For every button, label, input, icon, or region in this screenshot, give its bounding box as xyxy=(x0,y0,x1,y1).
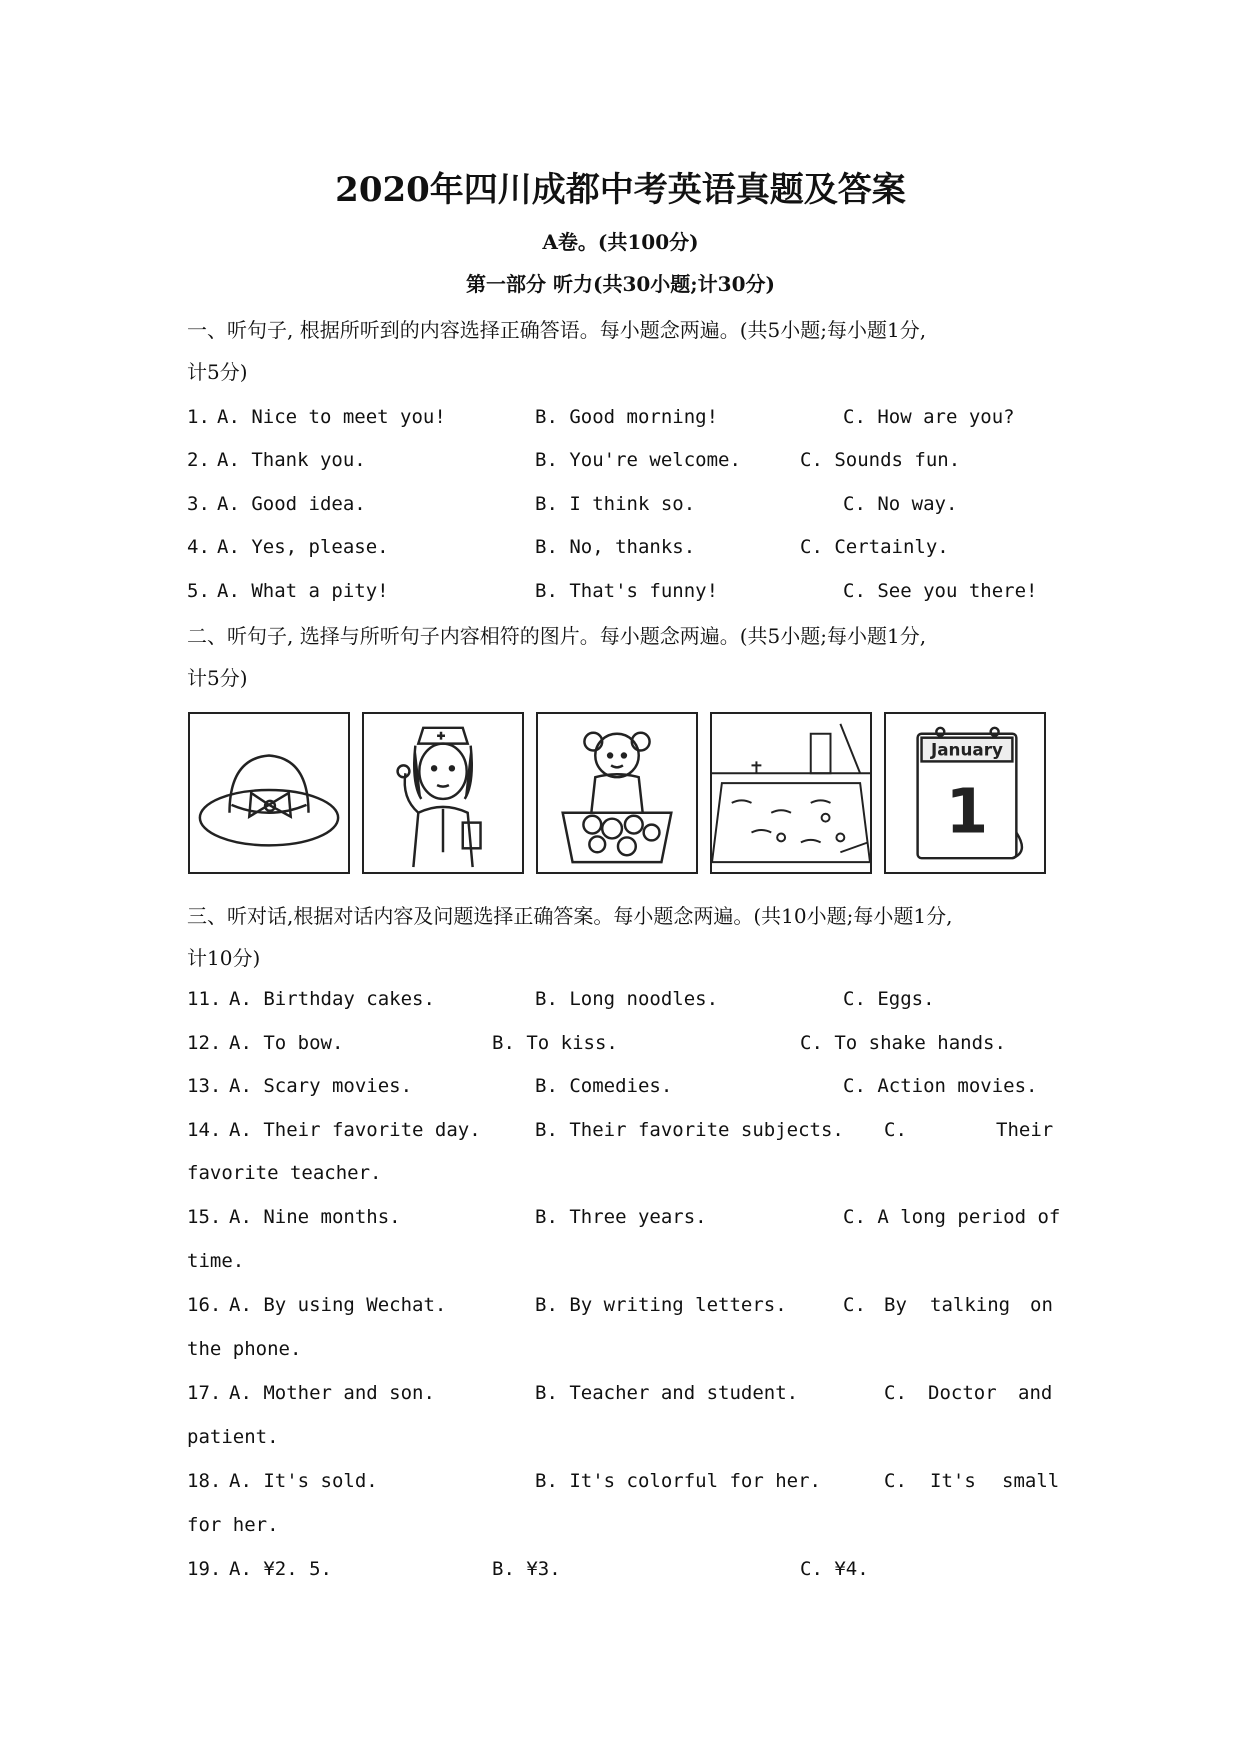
option-a: A. ¥2. 5. xyxy=(229,1558,332,1580)
option-c-word: talking xyxy=(930,1294,1011,1316)
option-c-word: on xyxy=(1030,1294,1053,1316)
option-a: A. Birthday cakes. xyxy=(229,988,435,1010)
option-c: C. xyxy=(843,1294,866,1316)
option-a: A. Nine months. xyxy=(229,1206,401,1228)
option-c: C. Action movies. xyxy=(843,1075,1038,1097)
option-a: A. Good idea. xyxy=(217,493,366,515)
page-title: 2020年四川成都中考英语真题及答案 xyxy=(335,170,906,210)
question-number: 17. xyxy=(187,1382,222,1404)
hat-picture xyxy=(188,712,350,874)
option-c: C. A long period of xyxy=(843,1206,1061,1228)
option-c-word: Their xyxy=(996,1119,1054,1141)
option-a: A. It's sold. xyxy=(229,1470,378,1492)
option-a: A. Mother and son. xyxy=(229,1382,435,1404)
option-b: B. Long noodles. xyxy=(535,988,719,1010)
option-a: A. Thank you. xyxy=(217,449,366,471)
option-c-word: It's xyxy=(930,1470,976,1492)
option-c: C. How are you? xyxy=(843,406,1015,428)
option-b: B. Three years. xyxy=(535,1206,707,1228)
section1-instruction: 一、听句子, 根据所听到的内容选择正确答语。每小题念两遍。(共5小题;每小题1分, xyxy=(187,318,927,342)
swimming-pool-picture xyxy=(710,712,872,874)
option-b: B. I think so. xyxy=(535,493,696,515)
option-b: B. Comedies. xyxy=(535,1075,673,1097)
question-number: 15. xyxy=(187,1206,222,1228)
option-c: C. ¥4. xyxy=(800,1558,869,1580)
option-a: A. Nice to meet you! xyxy=(217,406,446,428)
option-c-continued: patient. xyxy=(187,1426,279,1448)
question-number: 13. xyxy=(187,1075,222,1097)
section1-instruction-cont: 计5分) xyxy=(187,360,248,384)
option-b: B. You're welcome. xyxy=(535,449,741,471)
question-number: 19. xyxy=(187,1558,222,1580)
question-number: 3. xyxy=(187,493,210,515)
option-a: A. By using Wechat. xyxy=(229,1294,447,1316)
option-c-continued: for her. xyxy=(187,1514,279,1536)
question-number: 16. xyxy=(187,1294,222,1316)
nurse-picture xyxy=(362,712,524,874)
option-b: B. Teacher and student. xyxy=(535,1382,799,1404)
question-number: 12. xyxy=(187,1032,222,1054)
section2-instruction-cont: 计5分) xyxy=(187,666,248,690)
option-c-continued: the phone. xyxy=(187,1338,302,1360)
option-b: B. Their favorite subjects. xyxy=(535,1119,844,1141)
option-c: C. xyxy=(884,1119,907,1141)
option-c: C. xyxy=(884,1470,907,1492)
calendar-month: January xyxy=(931,739,1003,760)
section3-instruction: 三、听对话,根据对话内容及问题选择正确答案。每小题念两遍。(共10小题;每小题1分, xyxy=(187,904,953,928)
option-a: A. What a pity! xyxy=(217,580,389,602)
question-number: 1. xyxy=(187,406,210,428)
option-a: A. Their favorite day. xyxy=(229,1119,481,1141)
option-c: C. To shake hands. xyxy=(800,1032,1006,1054)
option-c-word: By xyxy=(884,1294,907,1316)
question-number: 2. xyxy=(187,449,210,471)
option-b: B. Good morning! xyxy=(535,406,719,428)
option-b: B. ¥3. xyxy=(492,1558,561,1580)
option-c-word: and xyxy=(1018,1382,1053,1404)
option-a: A. Yes, please. xyxy=(217,536,389,558)
calendar-day: 1 xyxy=(945,776,989,848)
option-b: B. No, thanks. xyxy=(535,536,696,558)
option-b: B. By writing letters. xyxy=(535,1294,787,1316)
question-number: 18. xyxy=(187,1470,222,1492)
option-c: C. Eggs. xyxy=(843,988,935,1010)
option-a: A. Scary movies. xyxy=(229,1075,413,1097)
option-a: A. To bow. xyxy=(229,1032,344,1054)
option-c: C. xyxy=(884,1382,907,1404)
question-number: 11. xyxy=(187,988,222,1010)
option-c-word: small xyxy=(1002,1470,1060,1492)
section3-instruction-cont: 计10分) xyxy=(187,946,261,970)
option-c: C. Sounds fun. xyxy=(800,449,961,471)
option-c-word: Doctor xyxy=(928,1382,997,1404)
option-b: B. It's colorful for her. xyxy=(535,1470,821,1492)
section2-instruction: 二、听句子, 选择与所听句子内容相符的图片。每小题念两遍。(共5小题;每小题1分, xyxy=(187,624,927,648)
option-c: C. No way. xyxy=(843,493,958,515)
option-b: B. To kiss. xyxy=(492,1032,618,1054)
volume-heading: A卷。(共100分) xyxy=(542,230,699,254)
girl-with-fruit-picture xyxy=(536,712,698,874)
option-c: C. Certainly. xyxy=(800,536,949,558)
question-number: 14. xyxy=(187,1119,222,1141)
option-c-continued: favorite teacher. xyxy=(187,1162,382,1184)
part-heading: 第一部分 听力(共30小题;计30分) xyxy=(466,272,775,296)
calendar-picture xyxy=(884,712,1046,874)
question-number: 5. xyxy=(187,580,210,602)
option-c-continued: time. xyxy=(187,1250,245,1272)
option-b: B. That's funny! xyxy=(535,580,719,602)
option-c: C. See you there! xyxy=(843,580,1038,602)
question-number: 4. xyxy=(187,536,210,558)
